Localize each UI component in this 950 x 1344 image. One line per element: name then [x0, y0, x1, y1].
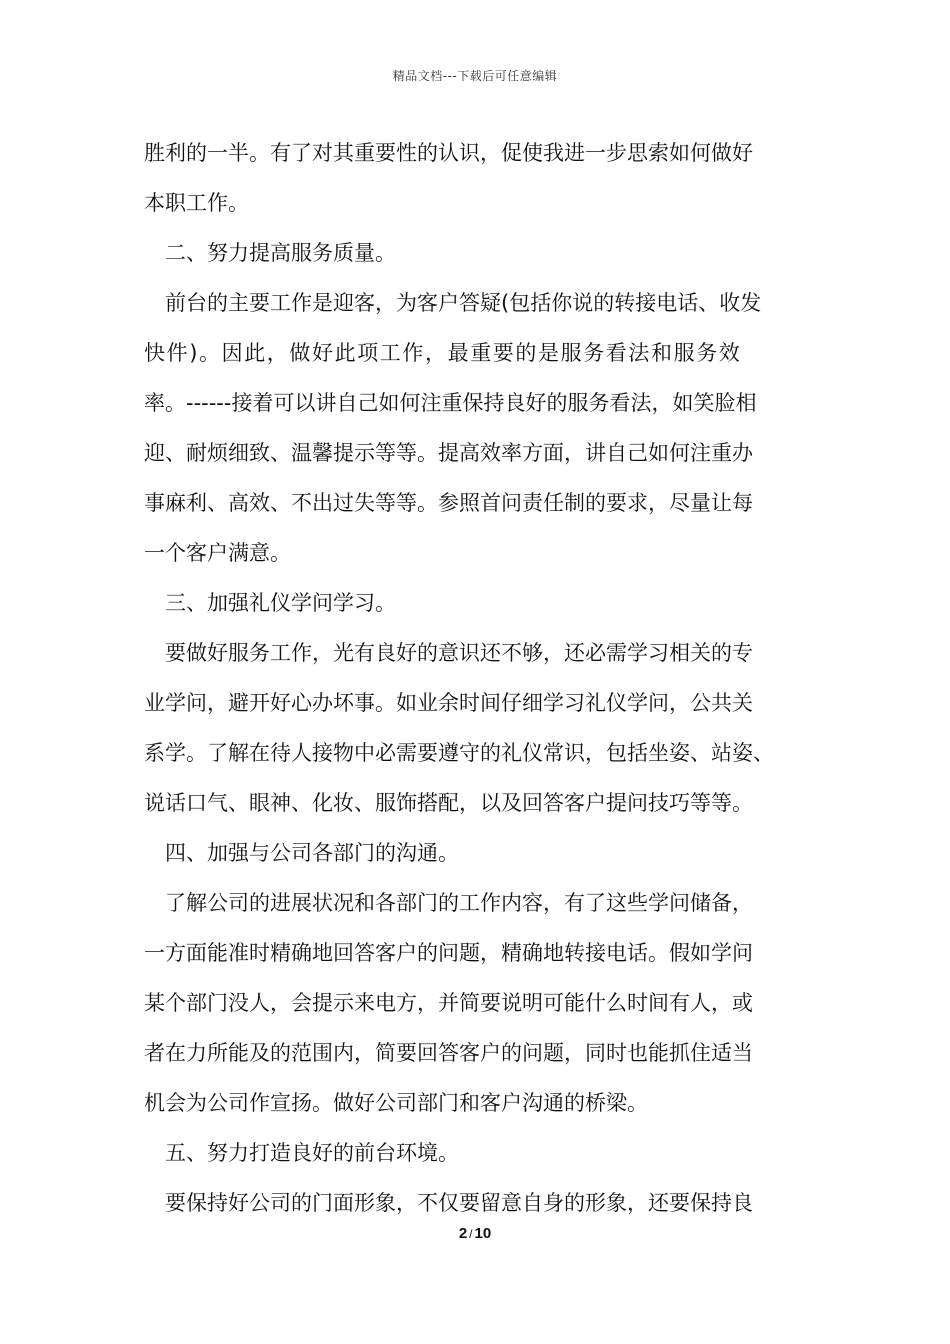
total-pages: 10	[474, 1225, 492, 1242]
body-line: 要保持好公司的门面形象，不仅要留意自身的形象，还要保持良	[165, 1191, 753, 1215]
current-page-number: 2	[458, 1225, 468, 1242]
body-line: 某个部门没人，会提示来电方，并简要说明可能什么时间有人，或	[144, 991, 753, 1015]
section-heading: 五、努力打造良好的前台环境。	[165, 1141, 459, 1165]
body-line: 前台的主要工作是迎客，为客户答疑(包括你说的转接电话、收发	[165, 291, 762, 315]
body-line: 者在力所能及的范围内，简要回答客户的问题，同时也能抓住适当	[144, 1041, 753, 1065]
document-body	[144, 128, 834, 1228]
body-line: 一个客户满意。	[144, 541, 291, 565]
page-separator: /	[469, 1227, 473, 1241]
body-line: 说话口气、眼神、化妆、服饰搭配，以及回答客户提问技巧等等。	[144, 791, 753, 815]
body-line: 迎、耐烦细致、温馨提示等等。提高效率方面，讲自己如何注重办	[144, 441, 753, 465]
body-line: 快件)。因此，做好此项工作，最重要的是服务看法和服务效	[144, 341, 742, 365]
page-header: 精品文档---下载后可任意编辑	[392, 69, 558, 83]
body-line: 要做好服务工作，光有良好的意识还不够，还必需学习相关的专	[165, 641, 753, 665]
body-line: 业学问，避开好心办坏事。如业余时间仔细学习礼仪学问，公共关	[144, 691, 753, 715]
body-line: 胜利的一半。有了对其重要性的认识，促使我进一步思索如何做好	[144, 141, 753, 165]
body-line: 一方面能准时精确地回答客户的问题，精确地转接电话。假如学问	[144, 941, 753, 965]
body-line: 本职工作。	[144, 191, 249, 215]
body-line: 机会为公司作宣扬。做好公司部门和客户沟通的桥梁。	[144, 1091, 648, 1115]
body-line: 事麻利、高效、不出过失等等。参照首问责任制的要求，尽量让每	[144, 491, 753, 515]
section-heading: 四、加强与公司各部门的沟通。	[165, 841, 459, 865]
body-line: 系学。了解在待人接物中必需要遵守的礼仪常识，包括坐姿、站姿、	[144, 741, 774, 765]
section-heading: 三、加强礼仪学问学习。	[165, 591, 396, 615]
body-line: 了解公司的进展状况和各部门的工作内容，有了这些学问储备，	[165, 891, 753, 915]
body-line: 率。------接着可以讲自己如何注重保持良好的服务看法，如笑脸相	[144, 391, 757, 415]
section-heading: 二、努力提高服务质量。	[165, 241, 396, 265]
page-number	[0, 1225, 950, 1242]
